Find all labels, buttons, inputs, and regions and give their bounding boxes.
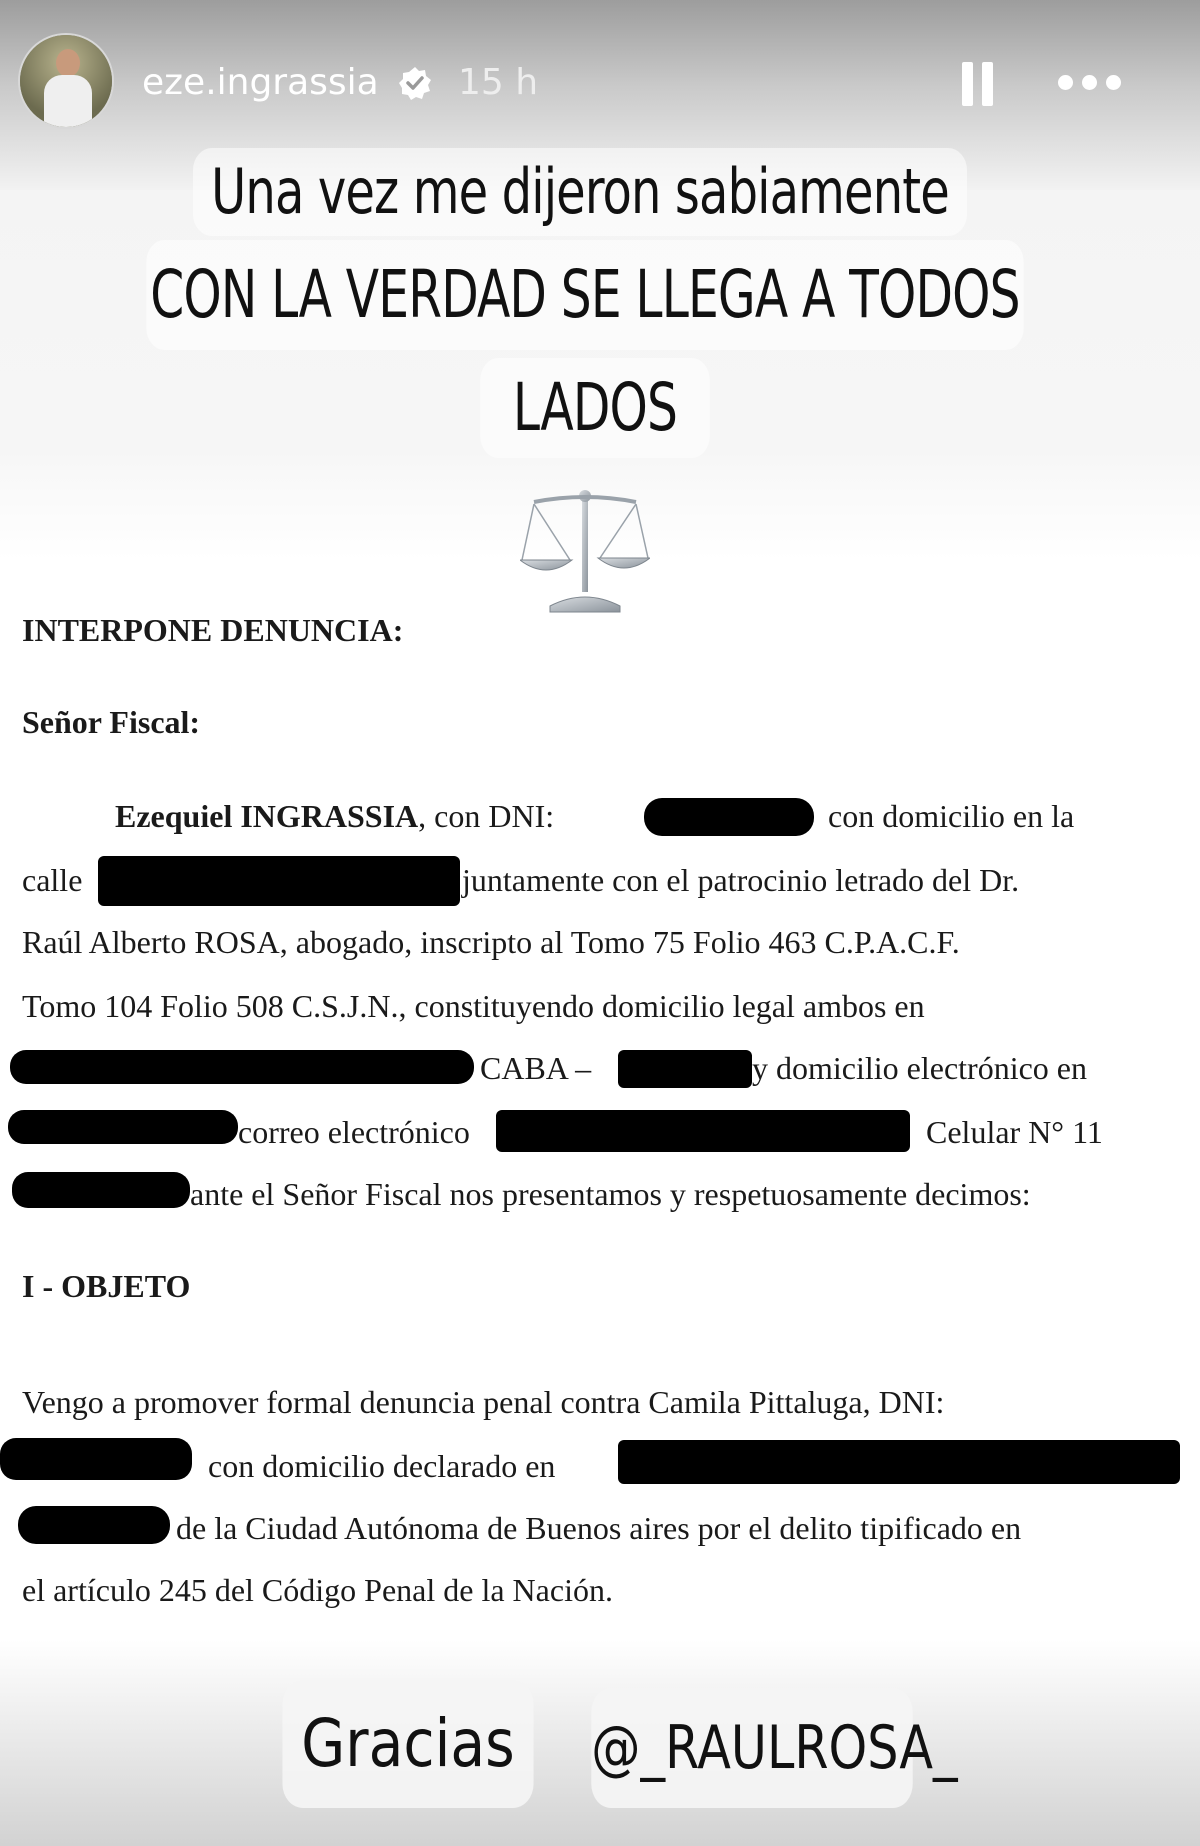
document-heading: INTERPONE DENUNCIA:: [22, 612, 404, 648]
paragraph-2-line-3: de la Ciudad Autónoma de Buenos aires por el delito tipificado en: [176, 1510, 1022, 1546]
redaction: [98, 856, 460, 906]
story-timestamp: 15 h: [458, 62, 539, 103]
redaction: [12, 1172, 190, 1208]
caption-line-3: LADOS: [480, 358, 710, 458]
section-1-title: I - OBJETO: [22, 1268, 191, 1304]
paragraph-1-line-6-start: correo electrónico: [238, 1114, 470, 1150]
document-salutation: Señor Fiscal:: [22, 704, 201, 740]
paragraph-1-line-1: Ezequiel INGRASSIA, con DNI:: [115, 798, 555, 834]
paragraph-1-line-7: ante el Señor Fiscal nos presentamos y respetuosamente decimos:: [190, 1176, 1031, 1212]
caption-line-1: Una vez me dijeron sabiamente: [193, 148, 967, 236]
redaction: [618, 1440, 1180, 1484]
paragraph-1-line-5-end: y domicilio electrónico en: [752, 1050, 1087, 1086]
paragraph-1-line-1-end: con domicilio en la: [828, 798, 1075, 834]
paragraph-1-line-2-end: juntamente con el patrocinio letrado del Dr.: [462, 862, 1020, 898]
redaction: [18, 1506, 170, 1544]
paragraph-1-line-4: Tomo 104 Folio 508 C.S.J.N., constituyendo domicilio legal ambos en: [22, 988, 925, 1024]
thanks-caption: Gracias: [282, 1680, 533, 1808]
paragraph-1-line-5-start: CABA –: [480, 1050, 592, 1086]
caption-line-2: CON LA VERDAD SE LLEGA A TODOS: [146, 240, 1023, 350]
redaction: [644, 798, 814, 836]
redaction: [0, 1438, 192, 1480]
paragraph-1-line-2-start: calle: [22, 862, 83, 898]
paragraph-2-line-1: Vengo a promover formal denuncia penal contra Camila Pittaluga, DNI:: [22, 1384, 945, 1420]
story-username[interactable]: eze.ingrassia: [142, 62, 379, 103]
redaction: [618, 1050, 752, 1088]
paragraph-2-line-4: el artículo 245 del Código Penal de la Nación.: [22, 1572, 613, 1608]
paragraph-2-line-2: con domicilio declarado en: [208, 1448, 556, 1484]
redaction: [8, 1110, 238, 1144]
paragraph-1-line-3: Raúl Alberto ROSA, abogado, inscripto al Tomo 75 Folio 463 C.P.A.C.F.: [22, 924, 960, 960]
mention-sticker[interactable]: @_RAULROSA_: [591, 1688, 912, 1808]
redaction: [10, 1050, 474, 1084]
redaction: [496, 1110, 910, 1152]
paragraph-1-line-6-end: Celular N° 11: [926, 1114, 1103, 1150]
